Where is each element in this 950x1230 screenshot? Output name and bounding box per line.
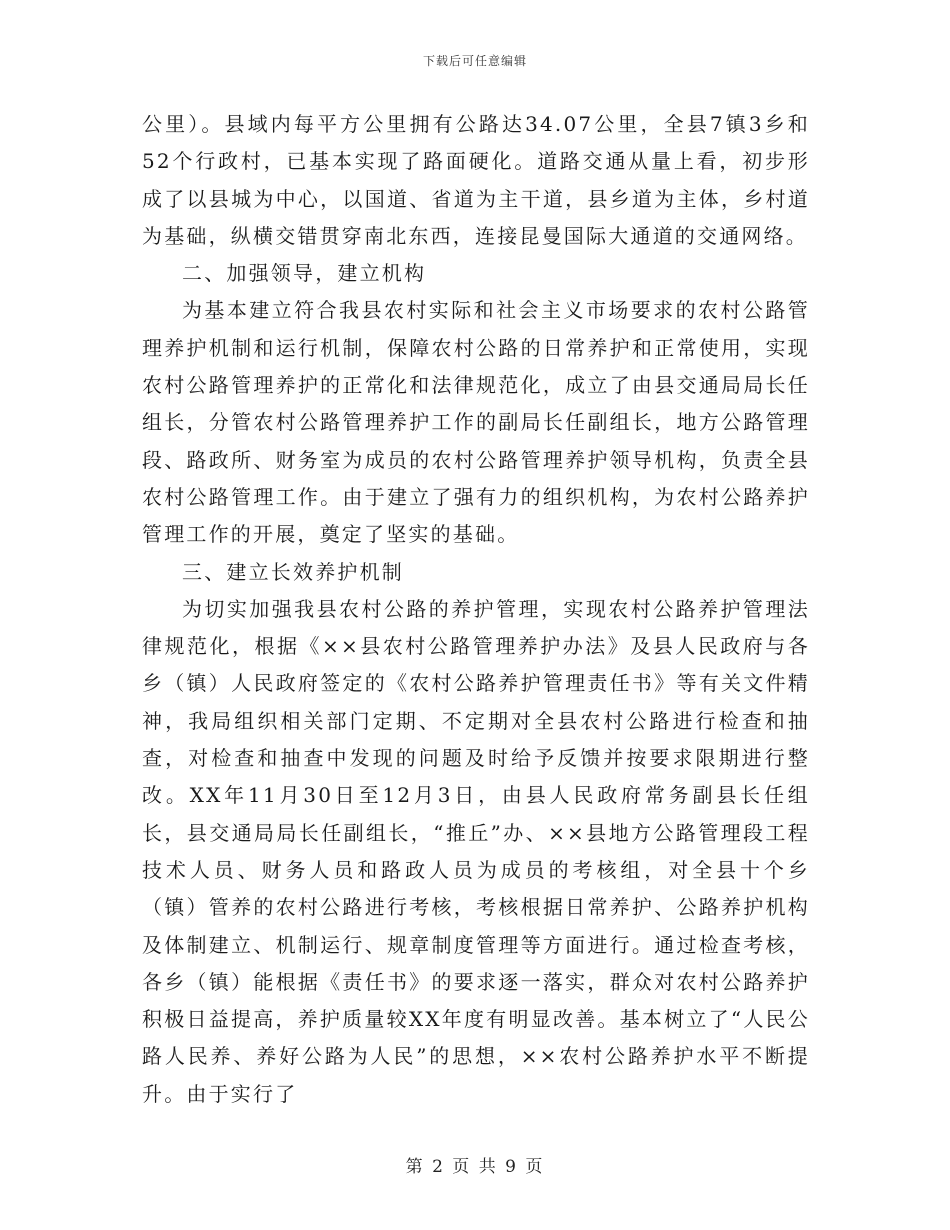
paragraph-leadership: 为基本建立符合我县农村实际和社会主义市场要求的农村公路管理养护机制和运行机制，保障农村公路的日常养护和正常使用，实现农村公路管理养护的正常化和法律规范化，成立了由县交通局局长任组长，分管农村公路管理养护工作的副局长任副组长，地方公路管理段、路政所、财务室为成员的农村公路管理养护领导机构，负责全县农村公路管理工作。由于建立了强有力的组织机构，为农村公路养护管理工作的开展，奠定了坚实的基础。 bbox=[142, 298, 810, 547]
paragraph-road-network: 公里）。县域内每平方公里拥有公路达34.07公里，全县7镇3乡和52个行政村，已基本实现了路面硬化。道路交通从量上看，初步形成了以县城为中心，以国道、省道为主干道，县乡道为主体，乡村道为基础，纵横交错贯穿南北东西，连接昆曼国际大通道的交通网络。 bbox=[142, 112, 810, 248]
page-number: 第 2 页 共 9 页 bbox=[405, 1157, 545, 1177]
page-header: 下载后可任意编辑 bbox=[422, 54, 527, 68]
paragraph-maintenance-mechanism: 为切实加强我县农村公路的养护管理，实现农村公路养护管理法律规范化，根据《××县农村公路管理养护办法》及县人民政府与各乡（镇）人民政府签定的《农村公路养护管理责任书》等有关文件精神，我局组织相关部门定期、不定期对全县农村公路进行检查和抽查，对检查和抽查中发现的问题及时给予反馈并按要求限期进行整改。XX年11月30日至12月3日，由县人民政府常务副县长任组长，县交通局局长任副组长，“推丘”办、××县地方公路管理段工程技术人员、财务人员和路政人员为成员的考核组，对全县十个乡（镇）管养的农村公路进行考核，考核根据日常养护、公路养护机构及体制建立、机制运行、规章制度管理等方面进行。通过检查考核，各乡（镇）能根据《责任书》的要求逐一落实，群众对农村公路养护积极日益提高，养护质量较XX年度有明显改善。基本树立了“人民公路人民养、养好公路为人民”的思想，××农村公路养护水平不断提升。由于实行了 bbox=[142, 596, 810, 1106]
document-body bbox=[142, 106, 810, 1113]
section-heading-leadership: 二、加强领导，建立机构 bbox=[182, 261, 427, 286]
section-heading-maintenance-mechanism: 三、建立长效养护机制 bbox=[182, 559, 404, 584]
